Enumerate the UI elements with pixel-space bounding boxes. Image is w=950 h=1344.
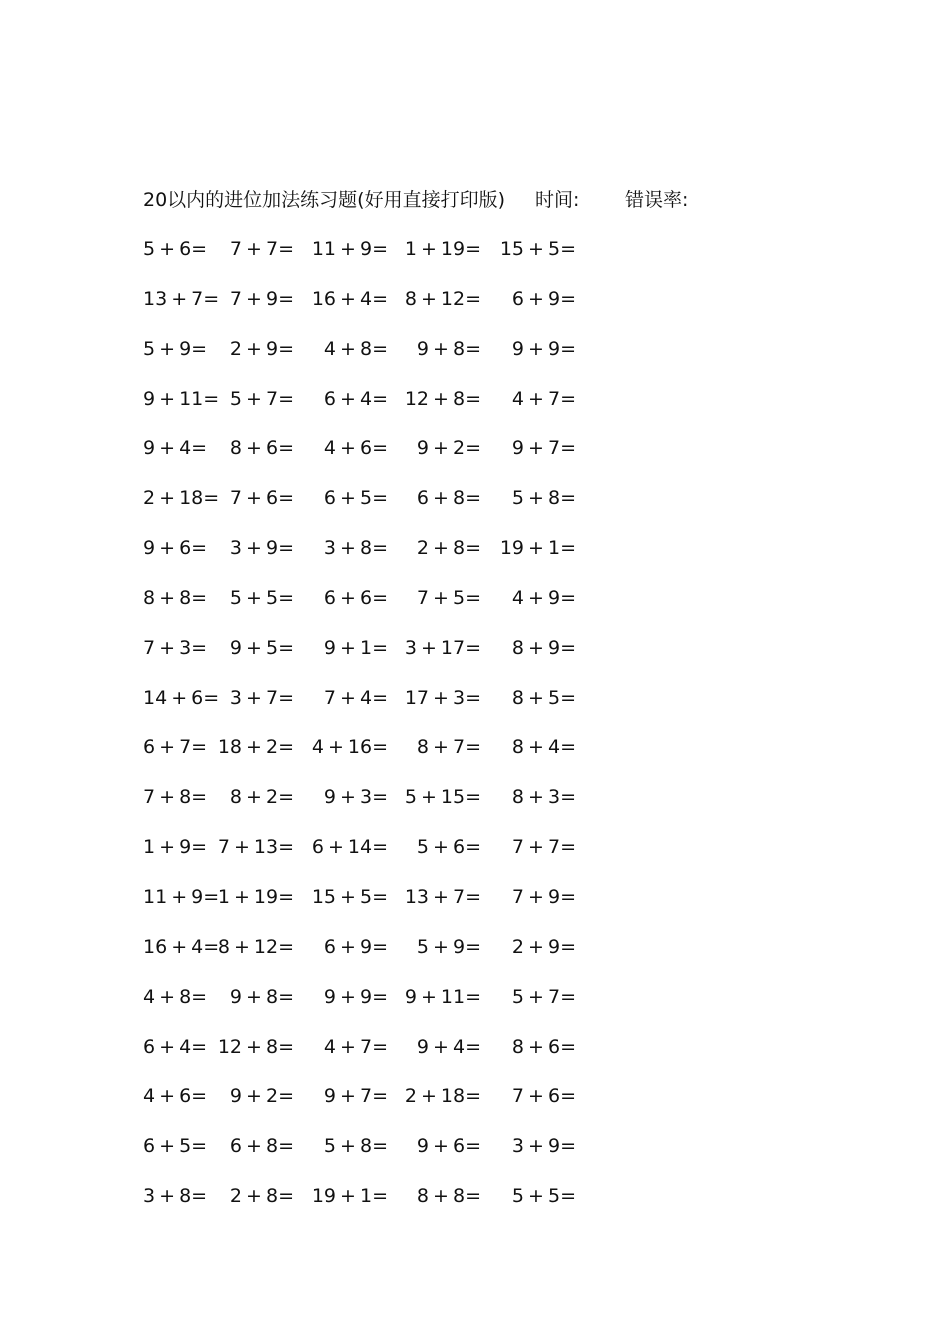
addition-problem: 3 + 7=	[229, 686, 294, 709]
addition-problem: 2 + 8=	[229, 1185, 294, 1208]
addition-problem: 2 + 9=	[511, 935, 576, 958]
addition-problem: 6 + 9=	[511, 287, 576, 310]
addition-problem: 3 + 8=	[323, 537, 388, 560]
problem-row	[143, 931, 623, 981]
addition-problem: 9 + 6=	[416, 1135, 481, 1158]
problem-row	[143, 881, 623, 931]
addition-problem: 13 + 7=	[404, 885, 481, 908]
addition-problem: 1 + 19=	[404, 238, 481, 260]
addition-problem: 6 + 9=	[323, 935, 388, 958]
addition-problem: 7 + 9=	[229, 287, 294, 310]
addition-problem: 7 + 8=	[143, 786, 208, 809]
addition-problem: 7 + 3=	[143, 636, 208, 659]
addition-problem: 7 + 5=	[416, 586, 481, 609]
addition-problem: 11 + 9=	[143, 885, 220, 908]
addition-problem: 7 + 13=	[217, 836, 294, 859]
addition-problem: 4 + 9=	[511, 586, 576, 609]
addition-problem: 5 + 6=	[143, 238, 208, 260]
error-rate-label: 错误率:	[625, 189, 689, 211]
addition-problem: 3 + 17=	[404, 636, 481, 659]
addition-problem: 8 + 5=	[511, 686, 576, 709]
addition-problem: 9 + 2=	[416, 437, 481, 460]
addition-problem: 16 + 4=	[143, 935, 220, 958]
addition-problem: 12 + 8=	[404, 387, 481, 410]
addition-problem: 8 + 7=	[416, 736, 481, 759]
addition-problem: 8 + 12=	[404, 287, 481, 310]
problem-row	[143, 1180, 623, 1230]
addition-problem: 8 + 8=	[143, 586, 208, 609]
addition-problem: 7 + 6=	[229, 487, 294, 510]
addition-problem: 4 + 16=	[311, 736, 388, 759]
addition-problem: 7 + 7=	[511, 836, 576, 859]
problem-row	[143, 333, 623, 383]
addition-problem: 2 + 9=	[229, 337, 294, 360]
problem-row	[143, 1080, 623, 1130]
addition-problem: 9 + 9=	[323, 985, 388, 1008]
addition-problem: 6 + 14=	[311, 836, 388, 859]
addition-problem: 5 + 8=	[323, 1135, 388, 1158]
addition-problem: 2 + 8=	[416, 537, 481, 560]
addition-problem: 9 + 7=	[323, 1085, 388, 1108]
problem-grid	[143, 233, 623, 1230]
addition-problem: 8 + 6=	[511, 1035, 576, 1058]
addition-problem: 9 + 8=	[229, 985, 294, 1008]
addition-problem: 2 + 18=	[143, 487, 220, 510]
addition-problem: 8 + 4=	[511, 736, 576, 759]
addition-problem: 7 + 7=	[229, 238, 294, 260]
problem-row	[143, 582, 623, 632]
problem-row	[143, 731, 623, 781]
addition-problem: 8 + 12=	[217, 935, 294, 958]
addition-problem: 9 + 2=	[229, 1085, 294, 1108]
addition-problem: 15 + 5=	[499, 238, 576, 260]
addition-problem: 5 + 9=	[143, 337, 208, 360]
addition-problem: 8 + 6=	[229, 437, 294, 460]
addition-problem: 6 + 8=	[416, 487, 481, 510]
addition-problem: 5 + 7=	[511, 985, 576, 1008]
addition-problem: 4 + 7=	[511, 387, 576, 410]
addition-problem: 9 + 11=	[143, 387, 220, 410]
addition-problem: 4 + 6=	[143, 1085, 208, 1108]
addition-problem: 8 + 8=	[416, 1185, 481, 1208]
addition-problem: 9 + 6=	[143, 537, 208, 560]
addition-problem: 8 + 2=	[229, 786, 294, 809]
addition-problem: 19 + 1=	[311, 1185, 388, 1208]
addition-problem: 6 + 4=	[323, 387, 388, 410]
worksheet-title: 20以内的进位加法练习题(好用直接打印版)	[143, 189, 506, 211]
addition-problem: 1 + 19=	[217, 885, 294, 908]
problem-row	[143, 632, 623, 682]
addition-problem: 6 + 7=	[143, 736, 208, 759]
addition-problem: 7 + 6=	[511, 1085, 576, 1108]
addition-problem: 9 + 3=	[323, 786, 388, 809]
addition-problem: 17 + 3=	[404, 686, 481, 709]
addition-problem: 8 + 3=	[511, 786, 576, 809]
problem-row	[143, 981, 623, 1031]
addition-problem: 4 + 8=	[143, 985, 208, 1008]
addition-problem: 4 + 6=	[323, 437, 388, 460]
addition-problem: 5 + 5=	[229, 586, 294, 609]
addition-problem: 4 + 7=	[323, 1035, 388, 1058]
problem-row	[143, 781, 623, 831]
addition-problem: 13 + 7=	[143, 287, 220, 310]
addition-problem: 9 + 11=	[404, 985, 481, 1008]
addition-problem: 18 + 2=	[217, 736, 294, 759]
addition-problem: 9 + 1=	[323, 636, 388, 659]
addition-problem: 2 + 18=	[404, 1085, 481, 1108]
time-label: 时间:	[535, 189, 580, 211]
problem-row	[143, 682, 623, 732]
addition-problem: 19 + 1=	[499, 537, 576, 560]
problem-row	[143, 383, 623, 433]
addition-problem: 3 + 9=	[511, 1135, 576, 1158]
problem-row	[143, 283, 623, 333]
addition-problem: 15 + 5=	[311, 885, 388, 908]
addition-problem: 5 + 9=	[416, 935, 481, 958]
addition-problem: 1 + 9=	[143, 836, 208, 859]
problem-row	[143, 482, 623, 532]
addition-problem: 5 + 7=	[229, 387, 294, 410]
problem-row	[143, 831, 623, 881]
addition-problem: 5 + 8=	[511, 487, 576, 510]
addition-problem: 16 + 4=	[311, 287, 388, 310]
addition-problem: 14 + 6=	[143, 686, 220, 709]
addition-problem: 9 + 4=	[143, 437, 208, 460]
problem-row	[143, 1130, 623, 1180]
addition-problem: 7 + 4=	[323, 686, 388, 709]
addition-problem: 6 + 8=	[229, 1135, 294, 1158]
problem-row	[143, 532, 623, 582]
addition-problem: 5 + 15=	[404, 786, 481, 809]
problem-row	[143, 432, 623, 482]
addition-problem: 6 + 4=	[143, 1035, 208, 1058]
addition-problem: 6 + 5=	[323, 487, 388, 510]
addition-problem: 9 + 4=	[416, 1035, 481, 1058]
addition-problem: 3 + 8=	[143, 1185, 208, 1208]
addition-problem: 7 + 9=	[511, 885, 576, 908]
addition-problem: 4 + 8=	[323, 337, 388, 360]
addition-problem: 8 + 9=	[511, 636, 576, 659]
addition-problem: 9 + 7=	[511, 437, 576, 460]
addition-problem: 12 + 8=	[217, 1035, 294, 1058]
addition-problem: 6 + 5=	[143, 1135, 208, 1158]
problem-row	[143, 233, 623, 283]
addition-problem: 5 + 5=	[511, 1185, 576, 1208]
addition-problem: 6 + 6=	[323, 586, 388, 609]
addition-problem: 11 + 9=	[311, 238, 388, 260]
addition-problem: 9 + 8=	[416, 337, 481, 360]
addition-problem: 9 + 5=	[229, 636, 294, 659]
addition-problem: 9 + 9=	[511, 337, 576, 360]
addition-problem: 5 + 6=	[416, 836, 481, 859]
addition-problem: 3 + 9=	[229, 537, 294, 560]
problem-row	[143, 1031, 623, 1081]
